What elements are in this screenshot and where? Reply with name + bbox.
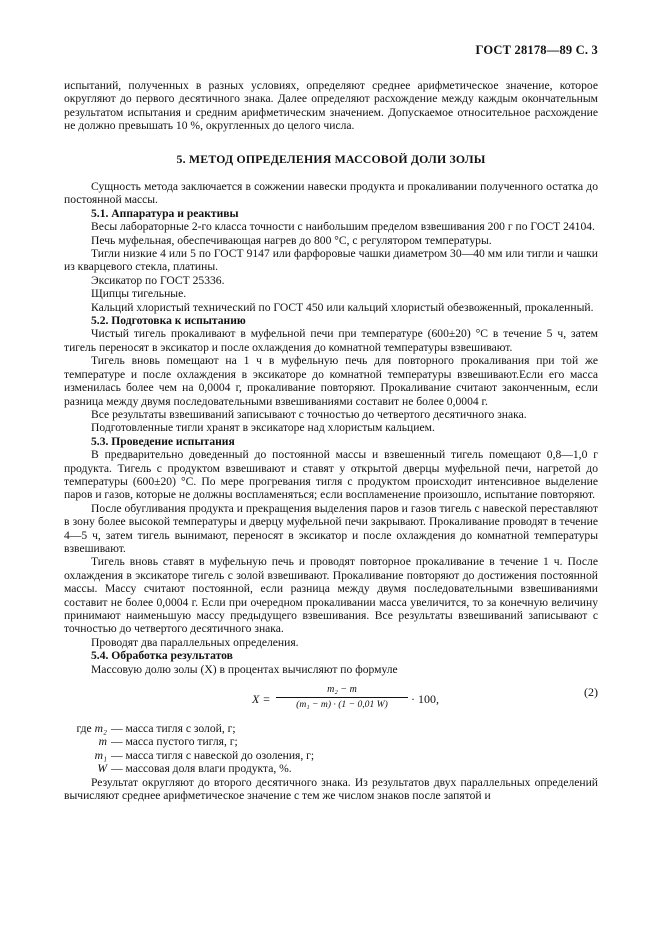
page-header: ГОСТ 28178—89 С. 3 [475, 43, 598, 57]
formula-block [64, 684, 598, 716]
s51-line: Весы лабораторные 2-го класса точности с наибольшим пределом взвешивания 200 г по ГОСТ 24104. [91, 220, 595, 234]
formula-denominator: (m₁ − m) · (1 − 0,01 W) [296, 699, 388, 711]
definition-text: — масса тигля с золой, г; [111, 722, 236, 736]
fraction-bar [276, 697, 408, 698]
intro-paragraph: испытаний, полученных в разных условиях, определяют среднее арифметическое значение, которое округляют до первого десятичного знака. Далее определяют расхождение между каждым окончательным результатом испытания и средним арифметическим значением. Допускаемое относительное расхождение не должно превышать 10 %, округленных до целого числа. [64, 79, 598, 133]
essence-paragraph: Сущность метода заключается в сожжении навески продукта и прокаливании полученного остатка до постоянной массы. [64, 180, 598, 207]
definition-row [64, 749, 598, 762]
formula-numerator: m₂ − m [327, 684, 357, 696]
s51-line: Тигли низкие 4 или 5 по ГОСТ 9147 или фарфоровые чашки диаметром 30—40 мм или тигли и чашки из кварцевого стекла, платины. [64, 247, 598, 274]
definition-prefix: где [76, 722, 92, 736]
s52-line: Тигель вновь помещают на 1 ч в муфельную печь для повторного прокаливания при той же температуре и после охлаждения в эксикаторе до комнатной температуры взвешивают.Если его масса изменилась более чем на 0,0004 г, прокаливание повторяют. Прокаливание считают законченным, если разница между двумя последовательными взвешиваниями составит не более 0,0004 г. [64, 354, 598, 408]
formula-rhs: · 100, [411, 692, 439, 707]
subsection-5-3-title: 5.3. Проведение испытания [91, 434, 235, 448]
s52-line: Все результаты взвешиваний записывают с точностью до четвертого десятичного знака. [91, 407, 527, 421]
formula-fraction [276, 684, 408, 711]
s53-line: После обугливания продукта и прекращения выделения паров и газов тигель с навеской переставляют в зону более высокой температуры и дверцу муфельной печи закрывают. Прокаливание проводят в течение 4—5 ч, затем тигель вынимают, переносят в эксикатор и после охлаждения до комнатной температуры взвешивают. [64, 501, 598, 555]
s54-intro: Массовую долю золы (X) в процентах вычисляют по формуле [91, 662, 398, 676]
subsection-5-4-title: 5.4. Обработка результатов [91, 649, 233, 663]
definition-row [64, 722, 598, 735]
s51-line: Кальций хлористый технический по ГОСТ 450 или кальций хлористый обезвоженный, прокаленный. [91, 300, 594, 314]
s52-line: Чистый тигель прокаливают в муфельной печи при температуре (600±20) °С в течение 5 ч, затем тигель переносят в эксикатор и после охлаждения до комнатной температуры взвешивают. [64, 327, 598, 354]
s53-line: Проводят два параллельных определения. [91, 635, 299, 649]
subsection-5-2-title: 5.2. Подготовка к испытанию [91, 314, 246, 328]
section-title: 5. МЕТОД ОПРЕДЕЛЕНИЯ МАССОВОЙ ДОЛИ ЗОЛЫ [176, 152, 486, 166]
definition-row [64, 735, 598, 748]
definition-symbol: W [97, 762, 107, 776]
definition-row [64, 762, 598, 775]
s52-line: Подготовленные тигли хранят в эксикаторе над хлористым кальцием. [91, 421, 435, 435]
s53-line: В предварительно доведенный до постоянной массы и взвешенный тигель помещают 0,8—1,0 г продукта. Тигель с продуктом взвешивают и ставят у открытой дверцы муфельной печи, нагретой до температуры (600±20) °С. По мере прогревания тигля с продуктом происходит интенсивное выделение паров и газов, которые не должны воспламеняться; если воспламенение произошло, испытание повторяют. [64, 448, 598, 502]
s51-line: Щипцы тигельные. [91, 287, 187, 301]
intro-block [64, 79, 598, 133]
definition-symbol: m₁ [94, 748, 107, 762]
result-paragraph: Результат округляют до второго десятичного знака. Из результатов двух параллельных определений вычисляют среднее арифметическое значение с тем же числом знаков после запятой и [64, 775, 598, 803]
definition-text: — масса пустого тигля, г; [111, 735, 238, 749]
definition-symbol: m₂ [94, 722, 107, 736]
formula-lhs: X = [252, 692, 271, 707]
s51-line: Эксикатор по ГОСТ 25336. [91, 273, 225, 287]
definition-text: — массовая доля влаги продукта, %. [111, 762, 292, 776]
equation-number: (2) [584, 685, 598, 700]
body-block [64, 180, 598, 802]
definitions-list [64, 722, 598, 776]
definition-symbol: m [98, 735, 107, 749]
subsection-5-1-title: 5.1. Аппаратура и реактивы [91, 206, 239, 220]
s53-line: Тигель вновь ставят в муфельную печь и проводят повторное прокаливание в течение 1 ч. После охлаждения в эксикаторе тигель с золой взвешивают. Прокаливание повторяют до достижения постоянной массы. Массу считают постоянной, если разница между двумя последовательными взвешиваниями составит не более 0,0004 г. Если при очередном прокаливании масса увеличится, то за конечную величину принимают наименьшую массу предыдущего взвешивания. Все результаты взвешиваний записывают с точностью до четвертого десятичного знака. [64, 555, 598, 636]
s51-line: Печь муфельная, обеспечивающая нагрев до 800 °С, с регулятором температуры. [91, 233, 492, 247]
definition-text: — масса тигля с навеской до озоления, г; [111, 748, 315, 762]
